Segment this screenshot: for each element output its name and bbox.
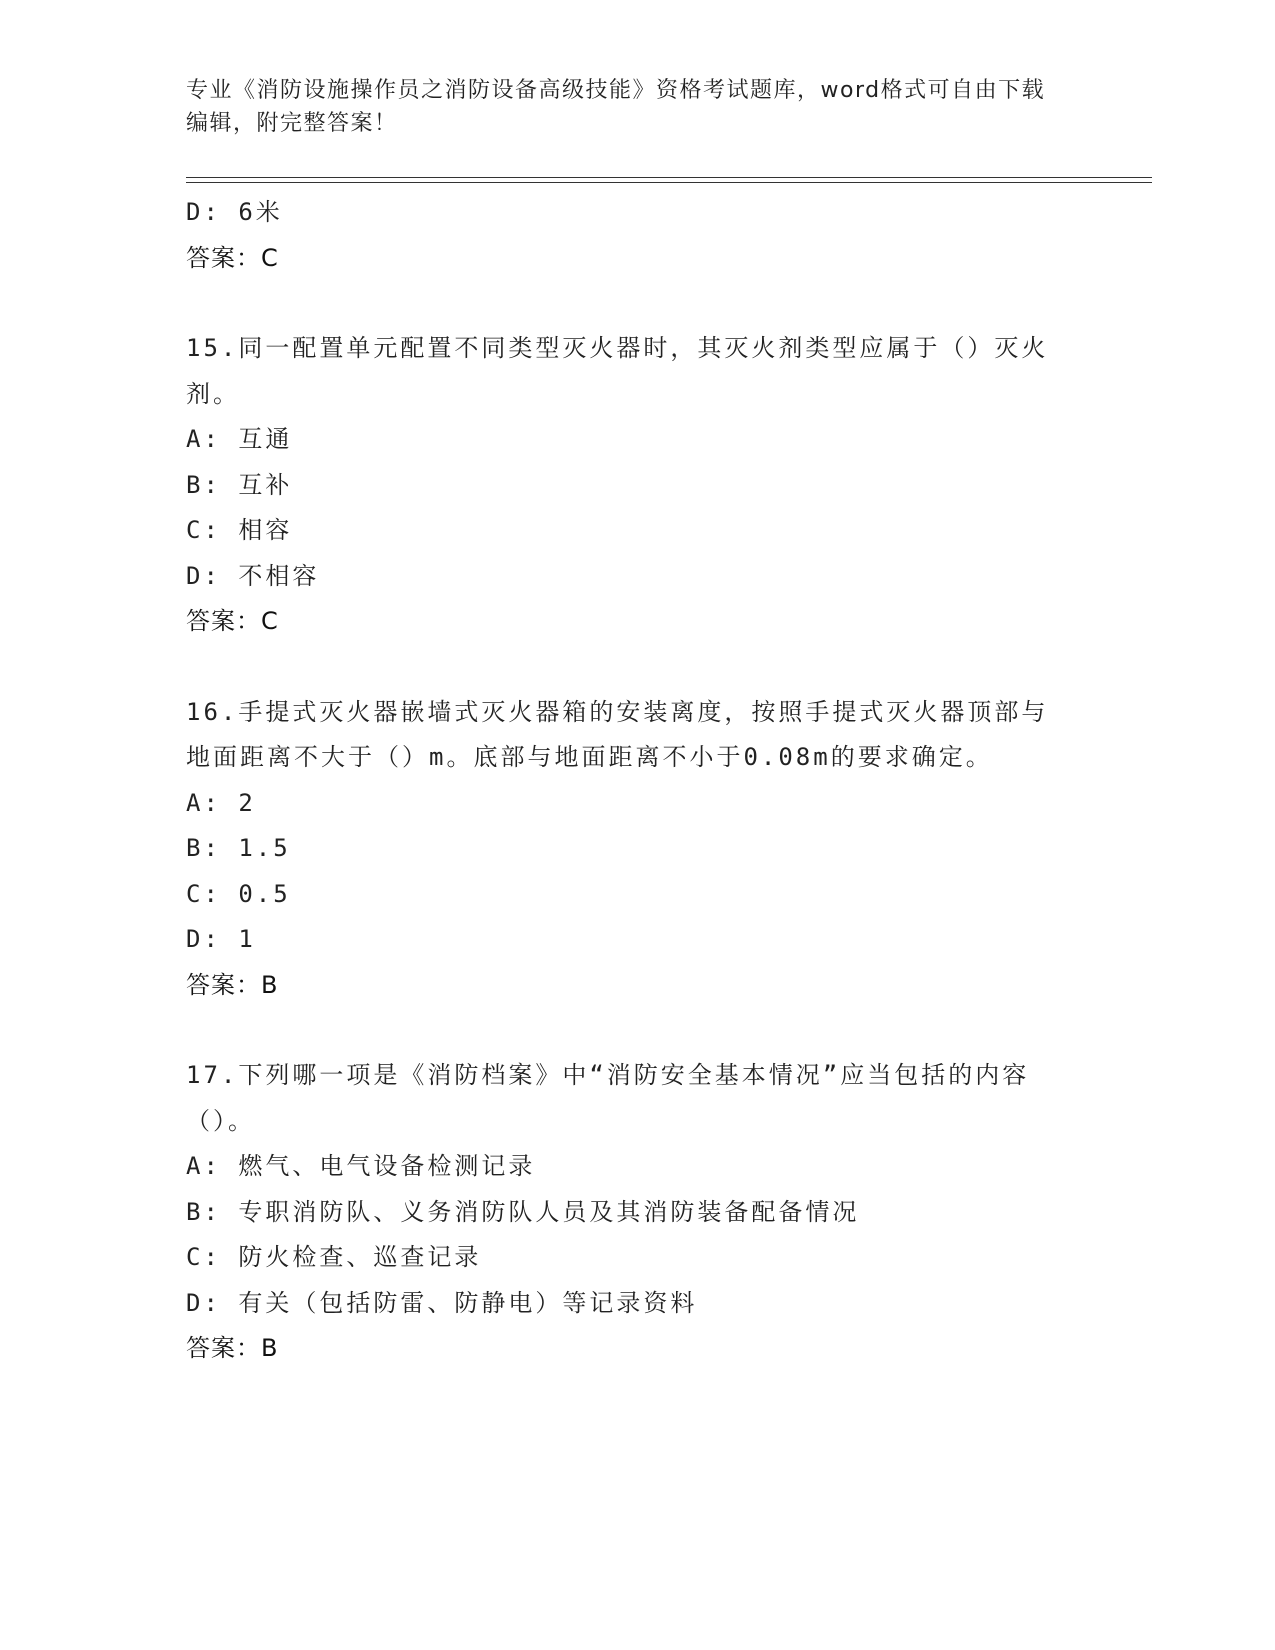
option-c: C: 相容 (186, 516, 293, 544)
question-16 (186, 690, 1066, 1009)
option-d: D: 6米 (186, 198, 283, 226)
option-d: D: 不相容 (186, 561, 320, 590)
question-list (186, 190, 1066, 1372)
option-a: A: 2 (186, 788, 256, 817)
option-b: B: 互补 (186, 470, 293, 499)
option-b: B: 专职消防队、义务消防队人员及其消防装备配备情况 (186, 1197, 860, 1226)
previous-question-tail (186, 190, 1066, 281)
option-a: A: 燃气、电气设备检测记录 (186, 1152, 536, 1180)
option-d: D: 有关（包括防雷、防静电）等记录资料 (186, 1288, 698, 1317)
answer-line: 答案：B (186, 1334, 279, 1362)
option-a: A: 互通 (186, 425, 293, 453)
option-d: D: 1 (186, 925, 256, 953)
question-15 (186, 326, 1066, 645)
option-c: C: 0.5 (186, 879, 291, 908)
answer-line: 答案：C (186, 243, 279, 272)
answer-line: 答案：B (186, 970, 279, 999)
question-stem: 17.下列哪一项是《消防档案》中“消防安全基本情况”应当包括的内容（）。 (186, 1061, 1030, 1135)
question-17 (186, 1053, 1066, 1372)
question-stem: 15.同一配置单元配置不同类型灭火器时，其灭火剂类型应属于（）灭火剂。 (186, 334, 1049, 408)
answer-line: 答案：C (186, 607, 279, 635)
question-stem: 16.手提式灭火器嵌墙式灭火器箱的安装离度，按照手提式灭火器顶部与地面距离不大于（）m。底部与地面距离不小于0.08m的要求确定。 (186, 697, 1049, 771)
header-divider-bottom (186, 182, 1152, 183)
option-b: B: 1.5 (186, 834, 291, 862)
page-header: 专业《消防设施操作员之消防设备高级技能》资格考试题库，word格式可自由下载编辑，附完整答案！ (186, 78, 1046, 136)
option-c: C: 防火检查、巡查记录 (186, 1243, 482, 1271)
header-divider-top (186, 177, 1152, 178)
